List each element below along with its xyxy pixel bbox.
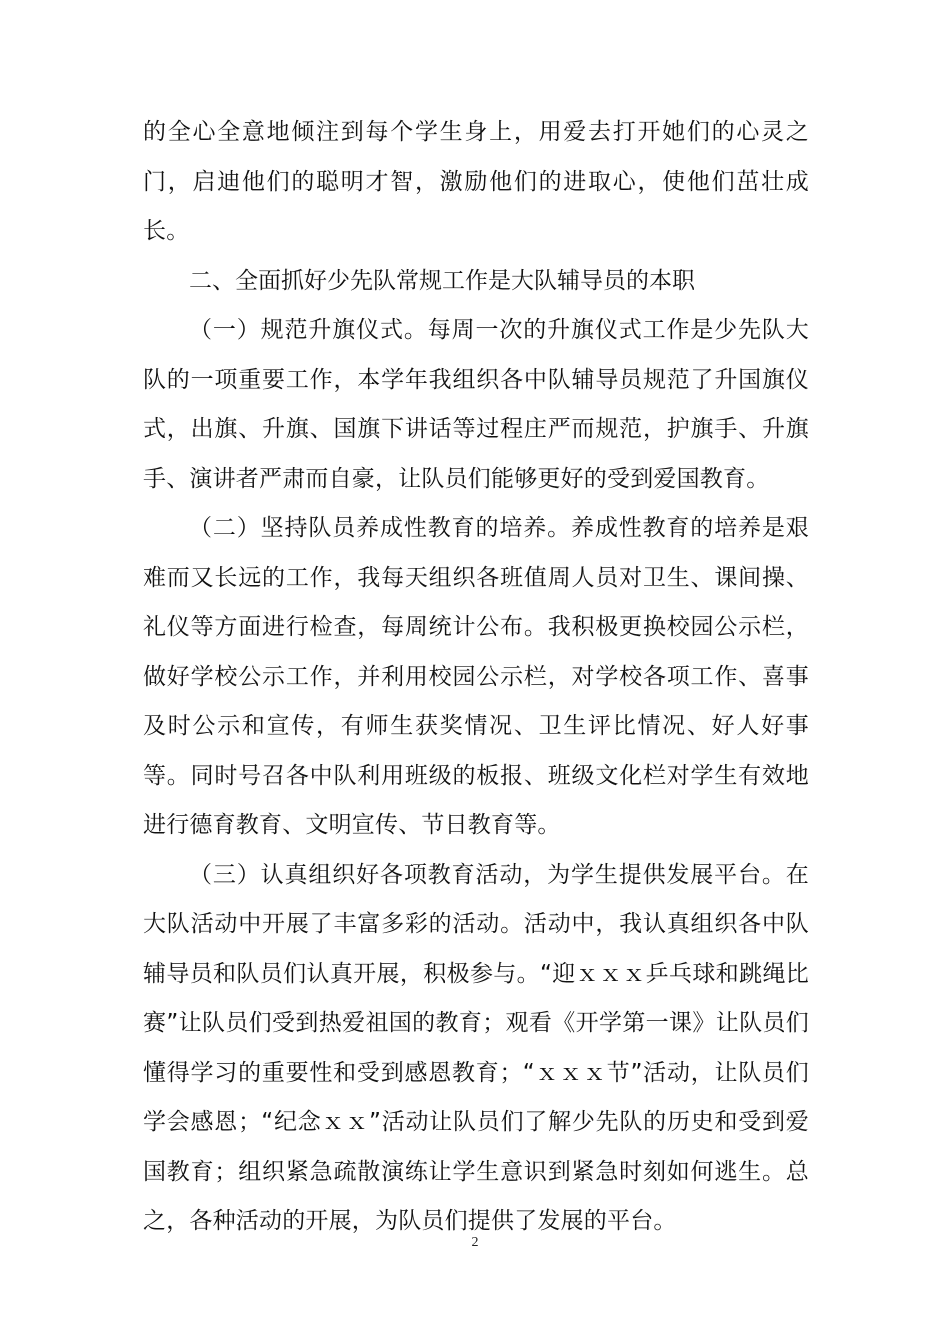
paragraph-continuation: 的全心全意地倾注到每个学生身上，用爱去打开她们的心灵之门，启迪他们的聪明才智，激励他们的进取心，使他们茁壮成长。 — [143, 119, 809, 244]
paragraph-education-activities: （三）认真组织好各项教育活动，为学生提供发展平台。在大队活动中开展了丰富多彩的活动。活动中，我认真组织各中队辅导员和队员们认真开展，积极参与。“迎ｘｘｘ乒乓球和跳绳比赛”让队员们受到热爱祖国的教育；观看《开学第一课》让队员们懂得学习的重要性和受到感恩教育；“ｘｘｘ节”活动，让队员们学会感恩；“纪念ｘｘ”活动让队员们了解少先队的历史和受到爱国教育；组织紧急疏散演练让学生意识到紧急时刻如何逃生。总之，各种活动的开展，为队员们提供了发展的平台。 — [143, 861, 809, 1234]
page-number: 2 — [471, 1235, 479, 1250]
document-body — [143, 108, 809, 1247]
section-heading: 二、全面抓好少先队常规工作是大队辅导员的本职 — [189, 267, 695, 294]
paragraph-flag-ceremony: （一）规范升旗仪式。每周一次的升旗仪式工作是少先队大队的一项重要工作，本学年我组织各中队辅导员规范了升国旗仪式，出旗、升旗、国旗下讲话等过程庄严而规范，护旗手、升旗手、演讲者严肃而自豪，让队员们能够更好的受到爱国教育。 — [143, 317, 809, 492]
paragraph-habit-education: （二）坚持队员养成性教育的培养。养成性教育的培养是艰难而又长远的工作，我每天组织各班值周人员对卫生、课间操、礼仪等方面进行检查，每周统计公布。我积极更换校园公示栏，做好学校公示工作，并利用校园公示栏，对学校各项工作、喜事及时公示和宣传，有师生获奖情况、卫生评比情况、好人好事等。同时号召各中队利用班级的板报、班级文化栏对学生有效地进行德育教育、文明宣传、节日教育等。 — [143, 515, 809, 838]
